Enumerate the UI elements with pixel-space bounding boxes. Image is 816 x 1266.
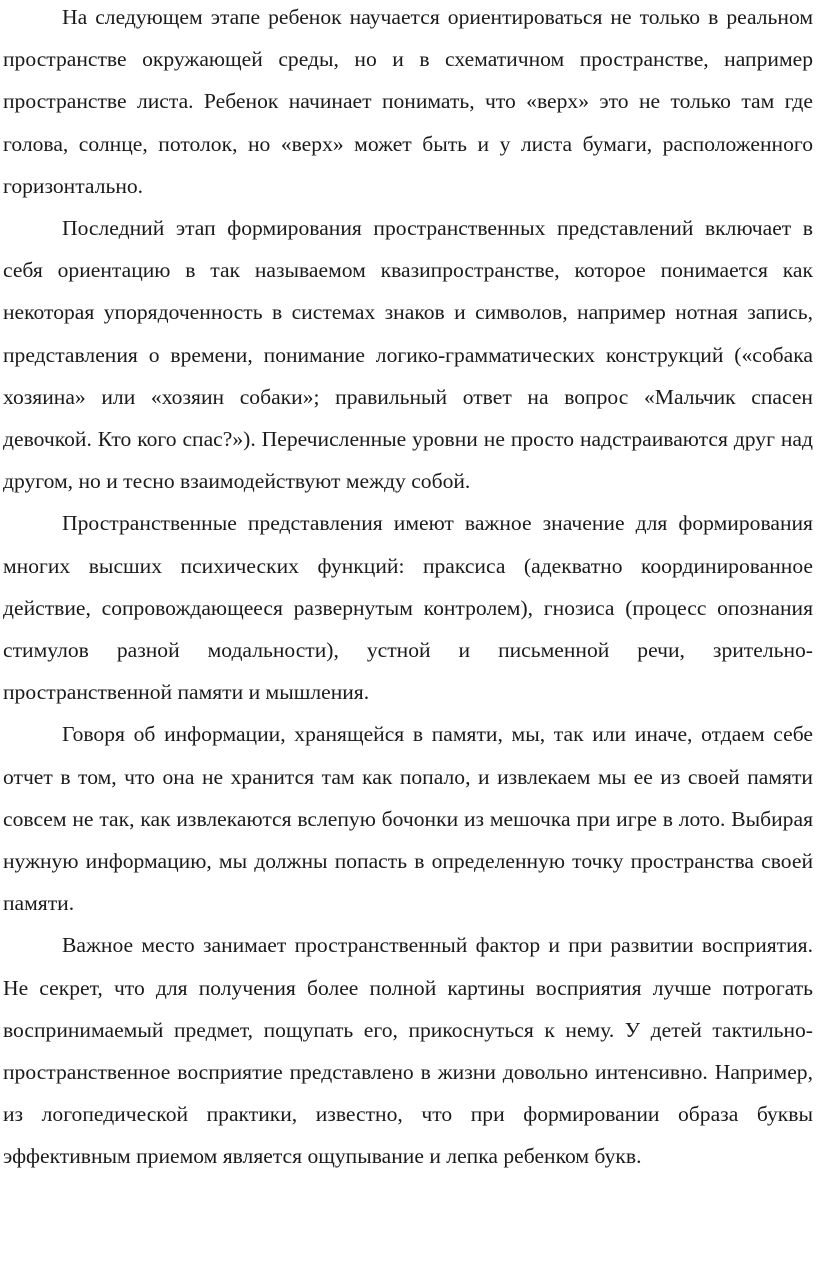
paragraph-perception-development: Важное место занимает пространственный фактор и при развитии восприятия. Не секрет, что для получения более полной картины восприятия лучше потрогать воспринимаемый предмет, пощупать его, прикоснуться к нему. У детей тактильно-пространственное восприятие представлено в жизни довольно интенсивно. Например, из логопедической практики, известно, что при формировании образа буквы эффективным приемом является ощупывание и лепка ребенком букв. [3,933,813,1169]
paragraph-last-stage: Последний этап формирования пространственных представлений включает в себя ориентацию в так называемом квазипространстве, которое понимается как некоторая упорядоченность в системах знаков и символов, например нотная запись, представления о времени, понимание логико-грамматических конструкций («собака хозяина» или «хозяин собаки»; правильный ответ на вопрос «Мальчик спасен девочкой. Кто кого спас?»). Перечисленные уровни не просто надстраиваются друг над другом, но и тесно взаимодействуют между собой. [3,216,813,494]
paragraph-memory-information: Говоря об информации, хранящейся в памяти, мы, так или иначе, отдаем себе отчет в том, что она не хранится там как попало, и извлекаем мы ее из своей памяти совсем не так, как извлекаются вслепую бочонки из мешочка при игре в лото. Выбирая нужную информацию, мы должны попасть в определенную точку пространства своей памяти. [3,722,813,916]
paragraph-next-stage: На следующем этапе ребенок научается ориентироваться не только в реальном пространстве окружающей среды, но и в схематичном пространстве, например пространстве листа. Ребенок начинает понимать, что «верх» это не только там где голова, солнце, потолок, но «верх» может быть и у листа бумаги, расположенного горизонтально. [3,5,813,198]
paragraph-spatial-representations: Пространственные представления имеют важное значение для формирования многих высших психических функций: праксиса (адекватно координированное действие, сопровождающееся развернутым контролем), гнозиса (процесс опознания стимулов разной модальности), устной и письменной речи, зрительно-пространственной памяти и мышления. [3,511,813,705]
